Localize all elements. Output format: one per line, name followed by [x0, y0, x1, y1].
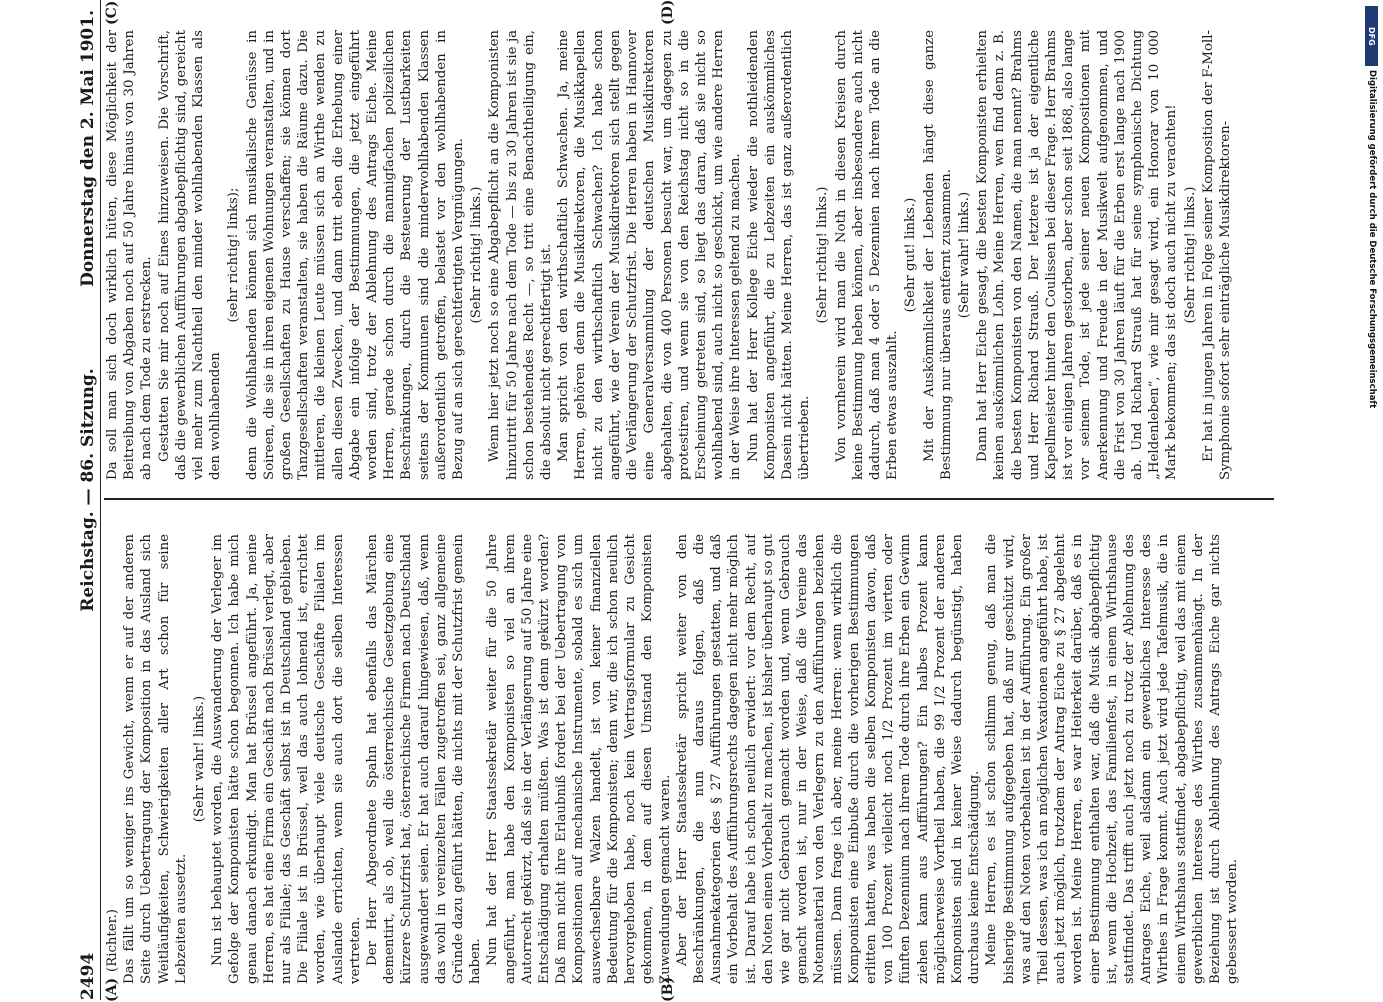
paragraph: Man spricht von den wirthschaftlich Schwachen. Ja, meine Herren, gehören denn die Musikdirektoren, die Musikkapellen nicht zu den wirthschaftlich Schwachen? Ich habe schon angeführt, wie der Verein der Musikdirektoren sich stellt gegen die Verlängerung der Schutzfrist. Die Herren haben in Hannover eine Generalversammlung der deutschen Musikdirektoren abgehalten, die von 400 Personen besucht war, um dagegen zu protestiren, und wenn sie von den Reichstag nicht so in die Erscheinung getreten sind, so liegt das daran, daß sie nicht so wohlhabend sind, auch nicht so geschickt, um wie andere Herren in der Weise ihre Interessen geltend zu machen.: [556, 30, 744, 480]
paragraph: Da soll man sich doch wirklich hüten, diese Möglichkeit der Beitreibung von Abgaben noch auf 50 Jahre hinaus von 30 Jahren ab nach dem Tode zu erstrecken.: [105, 30, 155, 480]
paragraph: Aber der Herr Staatssekretär spricht weiter von den Beschränkungen, die nun daraus folgen, daß die Ausnahmekategorien des § 27 Aufführungen gestatten, und daß ein Vorbehalt des Aufführungsrechts dagegen nicht mehr möglich ist. Darauf habe ich schon neulich erwidert: vor dem Recht, auf den Noten einen Vorbehalt zu machen, ist bisher überhaupt so gut wie gar nicht Gebrauch gemacht worden und, wenn Gebrauch gemacht worden ist, nur in der Weise, daß die Vereine das Notenmaterial von den Verlegern zu den Aufführungen beziehen müssen. Dann frage ich aber, meine Herren: wenn wirklich die Komponisten eine Einbuße durch die vorherigen Bestimmungen erlitten hatten, was haben die selben Komponisten davon, daß von 100 Prozent vielleicht noch 1/2 Prozent im vierten oder fünften Dezennium nach ihrem Tode durch ihre Erben ein Gewinn ziehen kann aus Aufführungen? Ein halbes Prozent kann möglicherweise Vortheil haben, die 99 1/2 Prozent der anderen Komponisten sind in keiner Weise dadurch begünstigt, haben durchaus keine Entschädigung.: [674, 534, 983, 984]
paragraph: Nun ist behauptet worden, die Auswanderung der Verleger im Gefolge der Komponisten hätte schon begonnen. Ich habe mich genau danach erkundigt. Man hat Brüssel angeführt. Ja, meine Herren, es hat eine Firma ein Geschäft nach Brüssel verlegt, aber nur als Filiale; das Geschäft selbst ist in Deutschland geblieben. Die Filiale ist in Brüssel, weil das auch lohnend ist, errichtet worden, wie überhaupt viele deutsche Geschäfte Filialen im Auslande errichten, wenn sie auch dort die selben Interessen vertreten.: [210, 534, 363, 984]
paragraph: Er hat in jungen Jahren in Folge seiner Komposition der F-Moll-Symphonie sofort sehr einträgliche Musikdirektoren-: [1200, 30, 1233, 480]
paragraph: Der Herr Abgeordnete Spahn hat ebenfalls das Märchen dementirt, als ob, weil die österreichische Gesetzgebung eine kürzere Schutzfrist hat, österreichische Firmen nach Deutschland ausgewandert seien. Er hat auch darauf hingewiesen, daß, wenn das wohl in vereinzelten Fällen zugetroffen sei, ganz allgemeine Gründe dazu geführt hätten, die nichts mit der Schutzfrist gemein haben.: [365, 534, 484, 984]
session-title: Reichstag. — 86. Sitzung.: [78, 368, 98, 612]
paragraph: Mit der Auskömmlichkeit der Lebenden hängt diese ganze Bestimmung nur überaus entfernt zusammen.: [921, 30, 954, 480]
margin-letter-a: (A): [104, 977, 120, 1002]
header-rule: [100, 0, 101, 1000]
digitization-caption: Digitalisierung gefördert durch die Deutsche Forschungsgemeinschaft: [1367, 70, 1377, 409]
paragraph: Meine Herren, es ist schon schlimm genug, daß man die bisherige Bestimmung aufgegeben hat, daß nur geschützt wird, was auf den Noten vorbehalten ist in der Aufführung. Ein großer Theil dessen, was ich an möglichen Vexationen angeführt habe, ist auch jetzt möglich, trotzdem der Antrag Eiche zu § 27 abgelehnt worden ist. Meine Herren, es war Heiterkeit darüber, daß es in einer Bestimmung enthalten war, daß die Musik abgabepflichtig ist, wenn die Hochzeit, das Familienfest, in einem Wirthshause stattfindet. Das trifft auch jetzt noch zu trotz der Ablehnung des Antrages Eiche, weil alsdann ein gewerbliches Interesse des Wirthes in Frage kommt. Auch jetzt wird jede Tafelmusik, die in einem Wirthshaus stattfindet, abgabepflichtig, weil das mit einem gewerblichen Interesse des Wirthes zusammenhängt. In der Beziehung ist durch Ablehnung des Antrags Eiche gar nichts gebessert worden.: [984, 534, 1241, 984]
paragraph: Wenn hier jetzt noch so eine Abgabepflicht an die Komponisten hinzutritt für 50 Jahre nach dem Tode — bis zu 30 Jahren ist sie ja schon bestehendes Recht —, so tritt eine Benachtheiligung ein, die absolut nicht gerechtfertigt ist.: [487, 30, 555, 480]
page-number: 2494: [78, 952, 98, 1000]
interjection: (Sehr wahr! links.): [192, 695, 208, 823]
paragraph: Von vornherein wird man die Noth in diesen Kreisen durch keine Bestimmung heben können, aber insbesondere auch nicht dadurch, daß man 4 oder 5 Dezennien nach ihrem Tode an die Erben etwas auszahlt.: [833, 30, 901, 480]
column-divider: [104, 498, 1274, 500]
paragraph: Nun hat der Herr Staatssekretär weiter für die 50 Jahre angeführt, man habe den Komponisten so viel an ihrem Autorrecht gekürzt, daß sie in der Verlängerung auf 50 Jahre eine Entschädigung erhalten müßten. Was ist denn gekürzt worden? Daß man nicht ihre Erlaubniß fordert bei der Uebertragung von Kompositionen auf mechanische Instrumente, sobald es sich um auswechselbare Walzen handelt, ist von keiner finanziellen Bedeutung für die Komponisten; denn wir, die ich schon neulich hervorgehoben habe, noch kein Vertragsformular zu Gesicht gekommen, in dem auf diesen Umstand den Komponisten Zuwendungen gemacht waren.: [485, 534, 673, 984]
left-column: [104, 534, 1274, 984]
interjection: (Sehr gut! links.): [903, 197, 919, 313]
speaker-tag: (Richter.): [105, 909, 120, 972]
paragraph: denn die Wohlhabenden können sich musikalische Genüsse in Soireen, die sie in ihren eigenen Wohnungen veranstalten, und in großen Gesellschaften zu Hause verschaffen; sie können dort Tanzgesellschaften veranstalten, sie haben die Räume dazu. Die mittleren, die kleinen Leute müssen sich an Wirthe wenden zu allen diesen Zwecken, und dann tritt eben die Erhebung einer Abgabe ein infolge der Bestimmungen, die jetzt eingeführt worden sind, trotz der Ablehnung des Antrags Eiche. Meine Herren, gerade schon durch die mannigfachen polizeilichen Beschränkungen, durch die Besteuerung der Lustbarkeiten seitens der Kommunen sind die minderwohlhabenden Klassen außerordentlich getroffen, belastet vor den wohlhabenden in Bezug auf an sich gerechtfertigten Vergnügungen.: [244, 30, 467, 480]
paragraph: Dann hat Herr Eiche gesagt, die besten Komponisten erhielten keinen auskömmlichen Lohn. Meine Herren, wen find denn z. B. die besten Komponisten von den Namen, die man nennt? Brahms und Herr Richard Strauß. Der letztere ist ja der eigentliche Kapellmeister hinter den Coulissen bei dieser Frage. Herr Brahms ist vor einigen Jahren gestorben, aber schon seit 1868, also lange vor seinem Tode, ist jede seiner neuen Kompositionen mit Anerkennung und Freude in der Musikwelt aufgenommen, und die Frist von 30 Jahren läuft für die Erben erst lange nach 1900 ab. Und Richard Strauß hat für seine symphonische Dichtung „Heldenleben“, wie mir gesagt wird, ein Honorar von 10 000 Mark bekommen; das ist doch auch nicht zu verachten!: [975, 30, 1180, 480]
paragraph: Nun hat der Herr Kollege Eiche wieder die nothleidenden Komponisten angeführt, die zu Lebzeiten ein auskömmliches Dasein nicht hätten. Meine Herren, das ist ganz außerordentlich übertrieben.: [745, 30, 813, 480]
margin-letter-c: (C): [104, 0, 120, 25]
margin-letter-d: (D): [660, 0, 676, 25]
right-column: [104, 30, 1274, 480]
session-date: Donnerstag den 2. Mai 1901.: [78, 10, 98, 287]
interjection: (Sehr richtig! links.): [815, 186, 831, 324]
margin-letter-b: (B): [660, 976, 676, 1002]
interjection: (sehr richtig! links);: [226, 187, 242, 323]
paragraph: Gestatten Sie mir noch auf Eines hinzuweisen. Die Vorschrift, daß die gewerblichen Aufführungen abgabepflichtig sind, gereicht viel mehr zum Nachtheil den minder wohlhabenden Klassen als den wohlhabenden: [156, 30, 224, 480]
dfg-logo: DFG: [1365, 6, 1378, 66]
interjection: (Sehr richtig! links.): [1182, 186, 1198, 324]
interjection: (Sehr wahr! links.): [956, 191, 972, 319]
paragraph: Das fällt um so weniger ins Gewicht, wenn er auf der anderen Seite durch Uebertragung der Komposition in das Ausland sich Weitläufigkeiten, Schwierigkeiten aller Art schon für seine Lebzeiten aussetzt.: [122, 534, 189, 984]
interjection: (Sehr richtig! links.): [469, 186, 485, 324]
